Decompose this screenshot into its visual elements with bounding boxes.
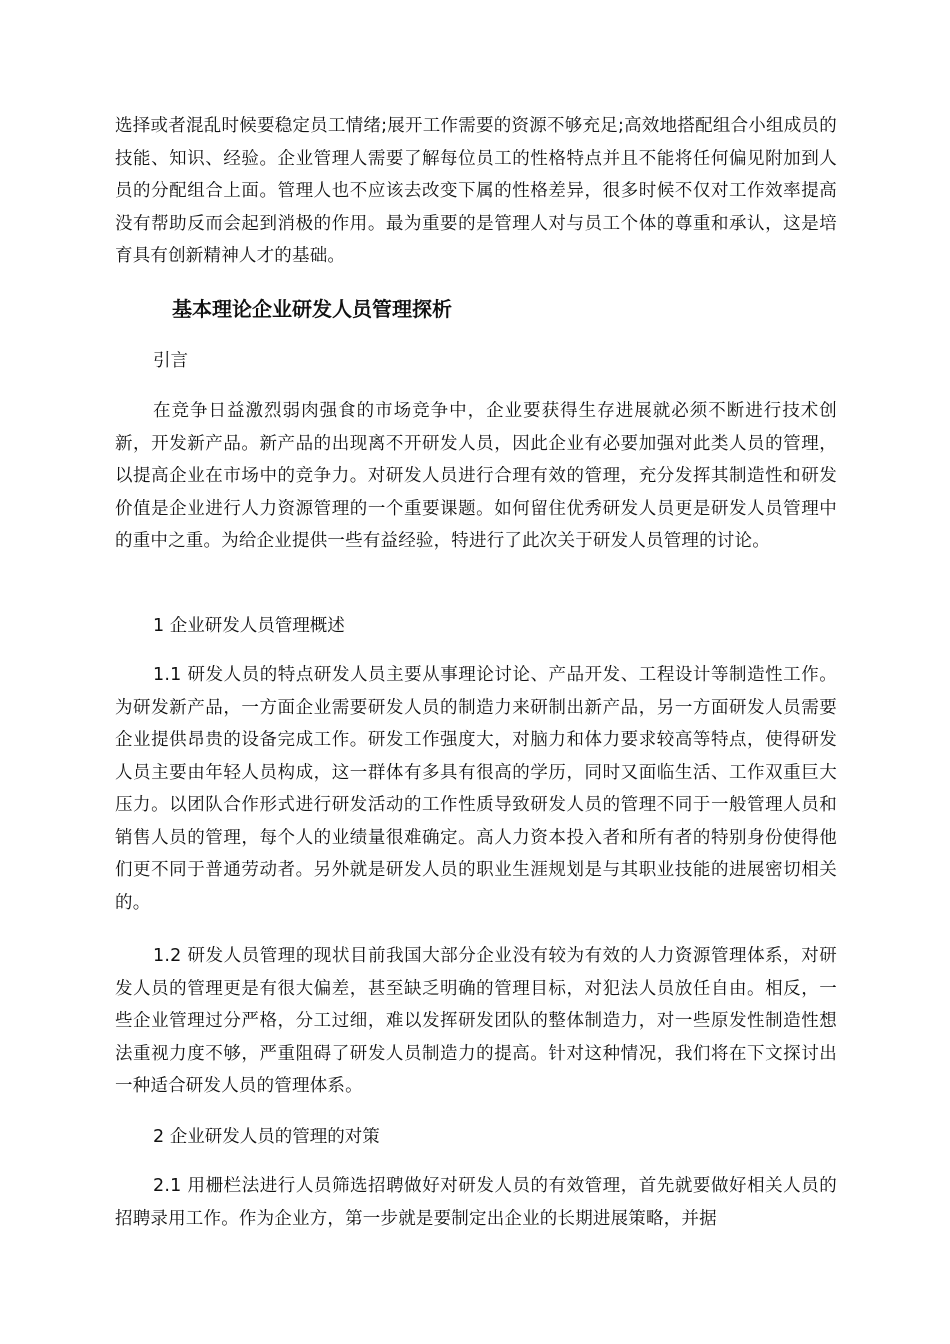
- preface-label: 引言: [153, 351, 188, 371]
- preface-paragraph: 在竞争日益激烈弱肉强食的市场竞争中，企业要获得生存进展就必须不断进行技术创新，开发新产品。新产品的出现离不开研发人员，因此企业有必要加强对此类人员的管理，以提高企业在市场中的竞争力。对研发人员进行合理有效的管理，充分发挥其制造性和研发价值是企业进行人力资源管理的一个重要课题。如何留住优秀研发人员更是研发人员管理中的重中之重。为给企业提供一些有益经验，特进行了此次关于研发人员管理的讨论。: [115, 401, 837, 551]
- section-2-heading: 2 企业研发人员的管理的对策: [153, 1127, 380, 1147]
- section-1-2-paragraph: 1.2 研发人员管理的现状目前我国大部分企业没有较为有效的人力资源管理体系，对研发人员的管理更是有很大偏差，甚至缺乏明确的管理目标，对犯法人员放任自由。相反，一些企业管理过分严格，分工过细，难以发挥研发团队的整体制造力，对一些原发性制造性想法重视力度不够，严重阻碍了研发人员制造力的提高。针对这种情况，我们将在下文探讨出一种适合研发人员的管理体系。: [115, 946, 837, 1096]
- section-1-1-paragraph: 1.1 研发人员的特点研发人员主要从事理论讨论、产品开发、工程设计等制造性工作。为研发新产品，一方面企业需要研发人员的制造力来研制出新产品，另一方面研发人员需要企业提供昂贵的设备完成工作。研发工作强度大，对脑力和体力要求较高等特点，使得研发人员主要由年轻人员构成，这一群体有多具有很高的学历，同时又面临生活、工作双重巨大压力。以团队合作形式进行研发活动的工作性质导致研发人员的管理不同于一般管理人员和销售人员的管理，每个人的业绩量很难确定。高人力资本投入者和所有者的特别身份使得他们更不同于普通劳动者。另外就是研发人员的职业生涯规划是与其职业技能的进展密切相关的。: [115, 665, 837, 913]
- section-1-heading: 1 企业研发人员管理概述: [153, 616, 345, 636]
- section-2-1-paragraph: 2.1 用栅栏法进行人员筛选招聘做好对研发人员的有效管理，首先就要做好相关人员的招聘录用工作。作为企业方，第一步就是要制定出企业的长期进展策略，并据: [115, 1176, 837, 1229]
- intro-paragraph: 选择或者混乱时候要稳定员工情绪;展开工作需要的资源不够充足;高效地搭配组合小组成员的技能、知识、经验。企业管理人需要了解每位员工的性格特点并且不能将任何偏见附加到人员的分配组合上面。管理人也不应该去改变下属的性格差异，很多时候不仅对工作效率提高没有帮助反而会起到消极的作用。最为重要的是管理人对与员工个体的尊重和承认，这是培育具有创新精神人才的基础。: [115, 116, 837, 266]
- article-title: 基本理论企业研发人员管理探析: [172, 297, 452, 321]
